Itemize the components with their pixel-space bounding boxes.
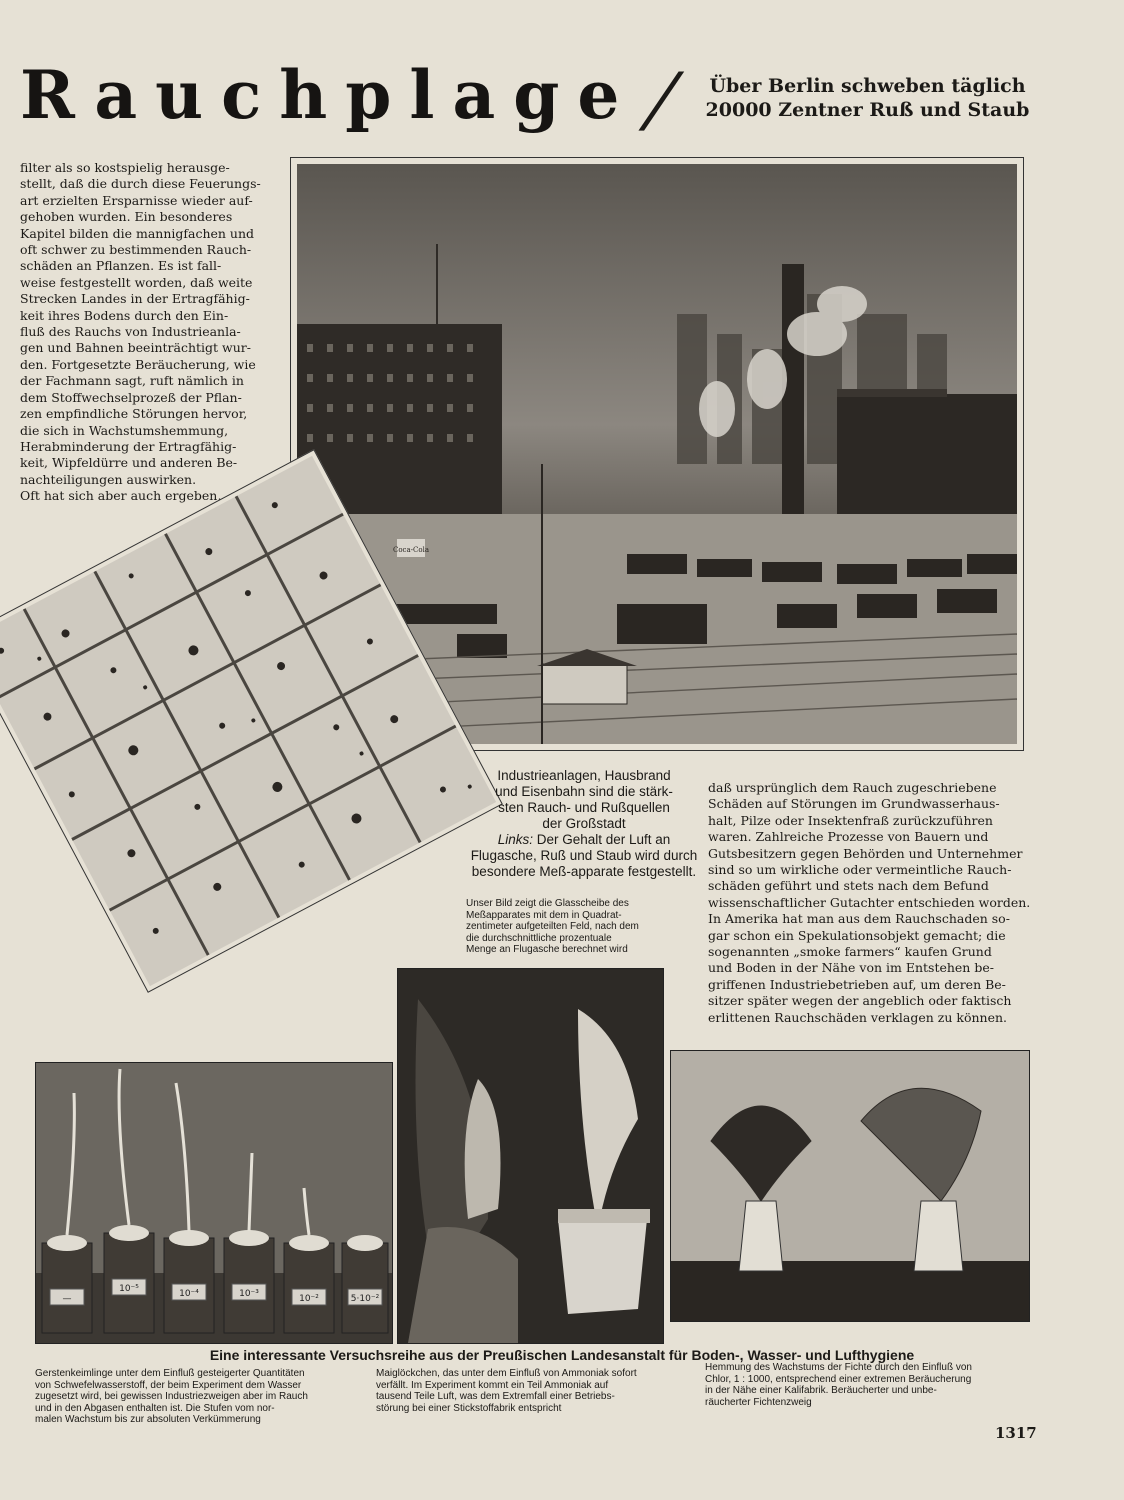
page-subtitle bbox=[700, 74, 1035, 122]
bottle-label-1: — bbox=[62, 1294, 72, 1304]
barley-seedlings-photo bbox=[35, 1062, 393, 1344]
links-label: Links: bbox=[497, 832, 533, 847]
bottle-label-6: 5·10⁻² bbox=[350, 1294, 380, 1304]
right-column-text: daß ursprünglich dem Rauch zugeschriebene Schäden auf Störungen im Grundwasserhaus- halt, Pilze oder Insektenfraß zurückzuführen waren. Zahlreiche Prozesse von Bauern und Gutsbesitzern gegen Behörden und Unternehmer sind so um wirkliche oder vermeintliche Rauch- schäden geführt und stets nach dem Befund wissenschaftlicher Gutachter entschieden worden. In Amerika hat man aus dem Rauchschaden so- gar schon ein Spekulationsobjekt gemacht; die sogenannten „smoke farmers“ kaufen Grund und Boden in der Nähe von im Entstehen be- griffenen Industriebetrieben auf, um deren Be- sitzer später wegen der angeblich oder faktisch erlittenen Rauchschäden verklagen zu können. bbox=[708, 780, 1031, 1025]
spruce-caption: Hemmung des Wachstums der Fichte durch den Einfluß von Chlor, 1 : 1000, entsprechend einer extremen Beräucherung in der Nähe einer Kalifabrik. Beräucherter und unbe- räucherter Fichtenzweig bbox=[705, 1362, 972, 1408]
barley-caption: Gerstenkeimlinge unter dem Einfluß gesteigerter Quantitäten von Schwefelwasserstoff, der beim Experiment dem Wasser zugesetzt wird, bei gewissen Industriezweigen aber im Rauch und in den Abgasen enthalten ist. Die Stufen vom nor- malen Wachstum bis zur absoluten Verkümmerung bbox=[35, 1368, 308, 1425]
bottle-label-2: 10⁻⁵ bbox=[119, 1284, 139, 1294]
title-divider: / bbox=[634, 57, 690, 141]
lily-caption: Maiglöckchen, das unter dem Einfluß von Ammoniak sofort verfällt. Im Experiment kommt ein Teil Ammoniak auf tausend Teile Luft, was dem Extremfall einer Betriebs- störung bei einer Stickstoffabrik entspricht bbox=[376, 1368, 637, 1414]
subtitle-line-2: 20000 Zentner Ruß und Staub bbox=[705, 99, 1030, 121]
page-title: Rauchplage bbox=[20, 56, 638, 134]
links-caption bbox=[466, 832, 702, 880]
main-photo-caption: Industrieanlagen, Hausbrand und Eisenbahn sind die stärk- sten Rauch- und Rußquellen der Großstadt bbox=[495, 768, 673, 831]
bottle-label-4: 10⁻³ bbox=[239, 1289, 259, 1299]
lily-of-the-valley-photo bbox=[397, 968, 664, 1344]
links-text: Der Gehalt der Luft an Flugasche, Ruß und Staub wird durch besondere Meß-apparate festgestellt. bbox=[470, 832, 698, 879]
bottle-label-5: 10⁻² bbox=[299, 1294, 319, 1304]
glass-note-caption: Unser Bild zeigt die Glasscheibe des Meßapparates mit dem in Quadrat- zentimeter aufgeteilten Feld, nach dem die durchschnittliche prozentuale Menge an Flugasche berechnet wird bbox=[466, 898, 639, 955]
left-column-text: filter als so kostspielig herausge- stellt, daß die durch diese Feuerungs- art erzielten Ersparnisse wieder auf- gehoben wurden. Ein besonderes Kapitel bilden die mannigfachen und oft schwer zu bestimmenden Rauch- schäden an Pflanzen. Es ist fall- weise festgestellt worden, daß weite Strecken Landes in der Ertragfähig- keit ihres Bodens durch den Ein- fluß des Rauchs von Industrieanla- gen und Bahnen beeinträchtigt wur- den. Fortgesetzte Beräucherung, wie der Fachmann sagt, ruft nämlich in dem Stoffwechselprozeß der Pflan- zen empfindliche Störungen hervor, die sich in Wachstumshemmung, Herabminderung der Ertragfähig- keit, Wipfeldürre und anderen Be- nachteiligungen auswirken. Oft hat sich aber auch ergeben, bbox=[20, 160, 261, 504]
experiment-series-heading: Eine interessante Versuchsreihe aus der Preußischen Landesanstalt für Boden-, Wasser- und Lufthygiene bbox=[209, 1347, 915, 1363]
spruce-twig-photo bbox=[670, 1050, 1030, 1322]
bottle-label-3: 10⁻⁴ bbox=[179, 1289, 199, 1299]
coca-cola-sign: Coca-Cola bbox=[392, 546, 430, 554]
subtitle-line-1: Über Berlin schweben täglich bbox=[709, 75, 1026, 97]
page-number: 1317 bbox=[995, 1424, 1037, 1442]
